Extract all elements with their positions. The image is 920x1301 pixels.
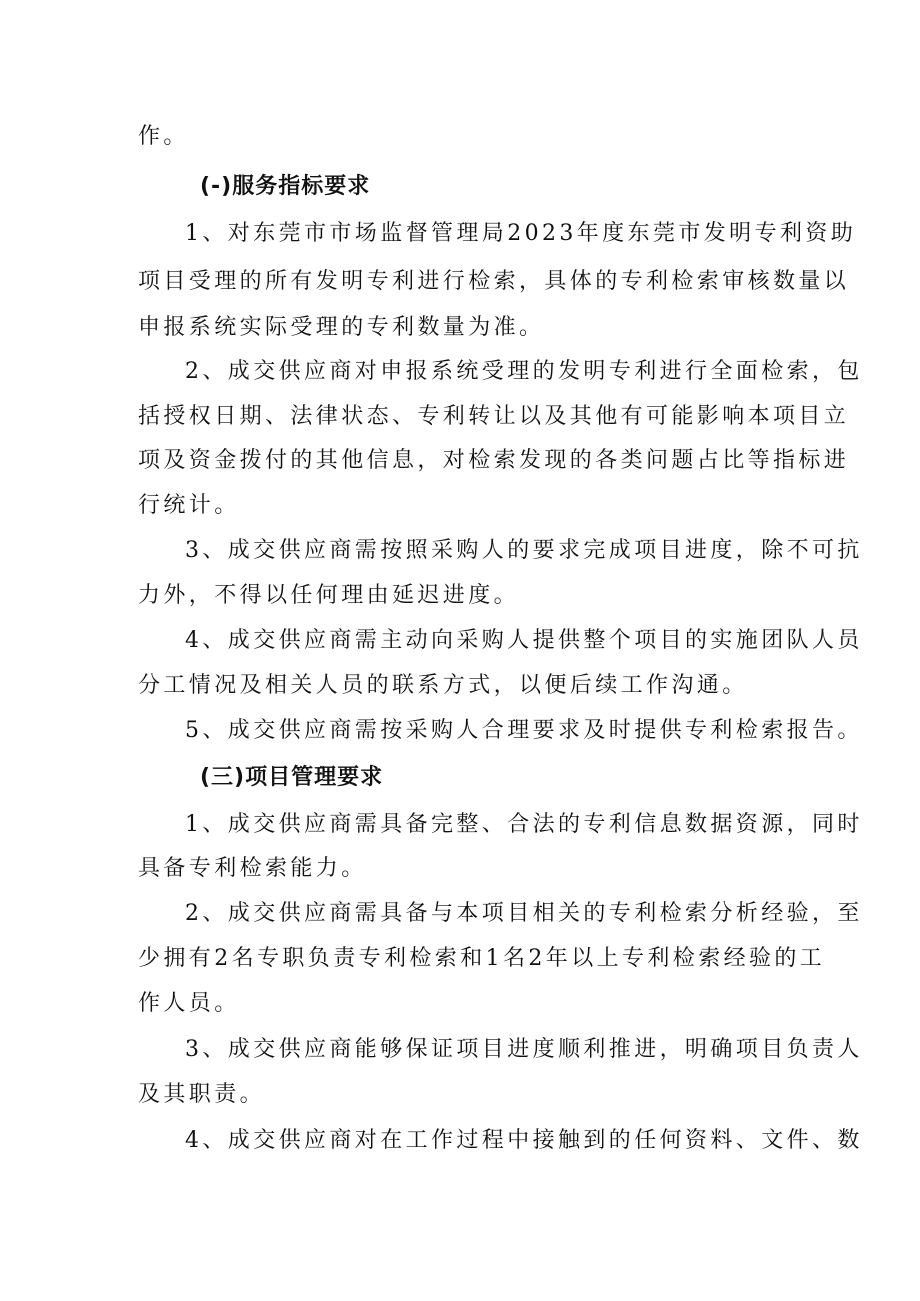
text-line: 少拥有2名专职负责专利检索和1名2年以上专利检索经验的工 xyxy=(138,946,826,971)
text-line: 5、成交供应商需按采购人合理要求及时提供专利检索报告。 xyxy=(185,718,863,743)
text-line: 4、成交供应商需主动向采购人提供整个项目的实施团队人员 xyxy=(185,628,863,653)
section-heading: (-)服务指标要求 xyxy=(200,174,371,199)
text-line: 分工情况及相关人员的联系方式，以便后续工作沟通。 xyxy=(138,673,748,698)
text-line: 具备专利检索能力。 xyxy=(138,856,367,881)
text-line: 力外，不得以任何理由延迟进度。 xyxy=(138,583,520,608)
text-line: 3、成交供应商能够保证项目进度顺利推进，明确项目负责人 xyxy=(185,1037,863,1062)
text-line: 括授权日期、法律状态、专利转让以及其他有可能影响本项目立 xyxy=(138,404,850,429)
text-line: 1、对东莞市市场监督管理局2023年度东莞市发明专利资助 xyxy=(185,221,857,246)
text-line: 申报系统实际受理的专利数量为准。 xyxy=(138,315,545,340)
text-line: 项目受理的所有发明专利进行检索，具体的专利检索审核数量以 xyxy=(138,269,850,294)
text-line: 2、成交供应商需具备与本项目相关的专利检索分析经验，至 xyxy=(185,901,863,926)
text-line: 作人员。 xyxy=(138,991,240,1016)
text-line: 及其职责。 xyxy=(138,1082,266,1107)
text-line: 4、成交供应商对在工作过程中接触到的任何资料、文件、数 xyxy=(185,1128,863,1153)
text-line: 2、成交供应商对申报系统受理的发明专利进行全面检索，包 xyxy=(185,359,863,384)
section-heading: (三)项目管理要求 xyxy=(200,765,384,790)
text-line: 3、成交供应商需按照采购人的要求完成项目进度，除不可抗 xyxy=(185,538,863,563)
text-line: 项及资金拨付的其他信息，对检索发现的各类问题占比等指标进 xyxy=(138,448,850,473)
text-line: 作。 xyxy=(138,124,189,149)
text-line: 1、成交供应商需具备完整、合法的专利信息数据资源，同时 xyxy=(185,812,863,837)
text-line: 行统计。 xyxy=(138,493,240,518)
